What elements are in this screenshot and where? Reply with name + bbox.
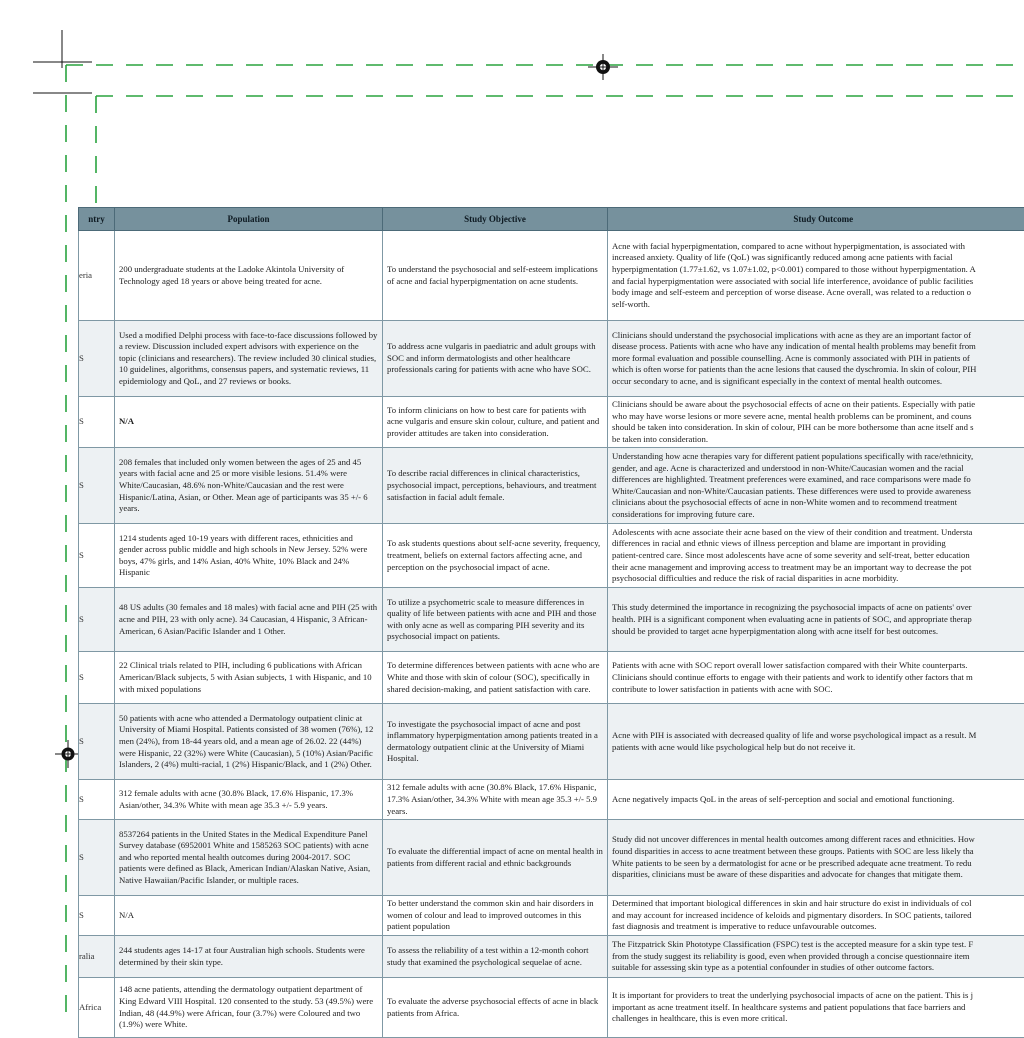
outcome-line: differences are highlighted. Treatment preferences were examined, and race comparisons were made fo: [612, 474, 1024, 486]
cell-country: [79, 704, 115, 780]
cell-country: [79, 780, 115, 820]
outcome-line: Patients with acne with SOC report overall lower satisfaction compared with their White counterparts.: [612, 660, 1024, 672]
cell-country: [79, 978, 115, 1038]
cell-outcome: [608, 978, 1024, 1038]
outcome-line: fast diagnosis and treatment is imperative to reduce unfavourable outcomes.: [612, 921, 1024, 933]
country-label: S: [79, 852, 115, 864]
country-label: S: [79, 416, 115, 428]
cell-objective: To evaluate the adverse psychosocial effects of acne in black patients from Africa.: [383, 978, 608, 1038]
outcome-line: clinicians about the psychosocial effects of acne in non-White women and to recommend treatment: [612, 497, 1024, 509]
table-row: [79, 652, 1024, 704]
outcome-line: gender, and age. Acne is characterized and understood in non-White/Caucasian women and the racial: [612, 463, 1024, 475]
outcome-line: considerations for improving future care.: [612, 509, 1024, 521]
header-population: Population: [115, 208, 383, 231]
cell-outcome: [608, 524, 1024, 588]
cell-objective: To describe racial differences in clinical characteristics, psychosocial impact, perceptions, behaviours, and treatment satisfaction in facial adult female.: [383, 448, 608, 524]
outcome-line: body image and self-esteem and perception of worse disease. Acne overall, was related to a reduction o: [612, 287, 1024, 299]
cell-population: 48 US adults (30 females and 18 males) with facial acne and PIH (25 with acne and PIH, 23 with only acne). 34 Caucasian, 4 Hispanic, 3 African-American, 6 Asian/Pacific Islander and 1 Other.: [115, 588, 383, 652]
outcome-line: The Fitzpatrick Skin Phototype Classification (FSPC) test is the accepted measure for a skin type test. F: [612, 939, 1024, 951]
country-label: S: [79, 550, 115, 562]
cell-objective: To utilize a psychometric scale to measure differences in quality of life between patients with acne and PIH and those with only acne as well as comparing PIH severity and its psychosocial impact on patients.: [383, 588, 608, 652]
table-row: [79, 524, 1024, 588]
cell-outcome: [608, 231, 1024, 321]
outcome-line: found disparities in access to acne treatment between these groups. Patients with SOC are less likely tha: [612, 846, 1024, 858]
registration-mark-top: [588, 54, 618, 80]
outcome-line: patient-centred care. Since most adolescents have acne of some severity and self-treat, better education: [612, 550, 1024, 562]
cell-population: 312 female adults with acne (30.8% Black, 17.6% Hispanic, 17.3% Asian/other, 34.3% White with mean age 35.3 +/- 5.9 years.: [115, 780, 383, 820]
header-outcome: Study Outcome: [608, 208, 1024, 231]
cell-outcome: [608, 652, 1024, 704]
outcome-line: This study determined the importance in recognizing the psychosocial impacts of acne on patients' over: [612, 602, 1024, 614]
cell-objective: To evaluate the differential impact of acne on mental health in patients from different racial and ethnic backgrounds: [383, 820, 608, 896]
country-label: S: [79, 672, 115, 684]
cell-outcome: [608, 321, 1024, 397]
cell-outcome: [608, 896, 1024, 936]
table-row: [79, 397, 1024, 448]
outcome-line: occur secondary to acne, and is significant especially in the context of mental health outcomes.: [612, 376, 1024, 388]
outcome-line: suitable for assessing skin type as a potential confounder in studies of other outcome factors.: [612, 962, 1024, 974]
cell-population: 244 students ages 14-17 at four Australian high schools. Students were determined by their skin type.: [115, 936, 383, 978]
table-row: [79, 896, 1024, 936]
cell-population: 50 patients with acne who attended a Dermatology outpatient clinic at University of Miami Hospital. Patients consisted of 38 women (76%), 12 men (24%), from 18-44 years old, and a mean age of 26.02. 22 (44%) were Hispanic, 22 (32%) were White (Caucasian), 5 (10%) Asian/Pacific Islanders, 2 (4%) multi-racial, 1 (2%) Hispanic/Black, and 1 (2%) Other.: [115, 704, 383, 780]
outcome-line: It is important for providers to treat the underlying psychosocial impacts of acne on the patient. This is j: [612, 990, 1024, 1002]
table-header-row: [79, 208, 1024, 231]
cell-country: [79, 588, 115, 652]
outcome-line: and may account for increased incidence of keloids and pigmentary disorders. In SOC patients, tailored: [612, 910, 1024, 922]
table-row: [79, 704, 1024, 780]
cell-outcome: [608, 936, 1024, 978]
cell-outcome: [608, 588, 1024, 652]
cell-population: N/A: [115, 896, 383, 936]
cell-country: [79, 652, 115, 704]
cell-outcome: [608, 820, 1024, 896]
table-row: [79, 321, 1024, 397]
outcome-line: hyperpigmentation (1.77±1.62, vs 1.07±1.02, p<0.001) compared to those without hyperpigmentation. A: [612, 264, 1024, 276]
country-label: S: [79, 353, 115, 365]
country-label: S: [79, 480, 115, 492]
cell-country: [79, 524, 115, 588]
table-body: [79, 231, 1024, 1038]
outcome-line: differences in racial and ethnic views of illness perception and blame are important in providing: [612, 538, 1024, 550]
outcome-line: who may have worse lesions or more severe acne, mental health problems can be prominent, and couns: [612, 411, 1024, 423]
country-label: Africa: [79, 1002, 115, 1014]
cell-outcome: [608, 704, 1024, 780]
country-label: S: [79, 794, 115, 806]
outcome-line: Clinicians should be aware about the psychosocial effects of acne on their patients. Especially with patie: [612, 399, 1024, 411]
outcome-line: Understanding how acne therapies vary for different patient populations specifically with race/ethnicity,: [612, 451, 1024, 463]
outcome-line: be taken into consideration.: [612, 434, 1024, 446]
outcome-line: should be taken into consideration. In skin of colour, PIH can be more bothersome than acne itself and s: [612, 422, 1024, 434]
table-row: [79, 820, 1024, 896]
outcome-line: and facial hyperpigmentation were associated with social life interference, avoidance of public facilities: [612, 276, 1024, 288]
cell-population: 22 Clinical trials related to PIH, including 6 publications with African American/Black subjects, 5 with Asian subjects, 1 with Hispanic, and 10 with mixed populations: [115, 652, 383, 704]
cell-objective: To address acne vulgaris in paediatric and adult groups with SOC and inform dermatologists and other healthcare professionals caring for patients with acne who have SOC.: [383, 321, 608, 397]
cell-country: [79, 896, 115, 936]
table-row: [79, 936, 1024, 978]
outcome-line: Acne with facial hyperpigmentation, compared to acne without hyperpigmentation, is associated with: [612, 241, 1024, 253]
outcome-line: their acne management and improving access to treatment may be an important way to decrease the pot: [612, 562, 1024, 574]
outcome-line: disparities, clinicians must be aware of these disparities and advocate for changes that mitigate them.: [612, 869, 1024, 881]
outcome-line: White/Caucasian and non-White/Caucasian patients. These differences were used to provide awareness: [612, 486, 1024, 498]
cell-population: 208 females that included only women between the ages of 25 and 45 years with facial acne and 25 or more visible lesions. 51.4% were White/Caucasian, 48.6% non-White/Caucasian and the rest were Hispanic/Latina, Asian, or Other. Mean age of participants was 35 +/- 6 years.: [115, 448, 383, 524]
cell-country: [79, 448, 115, 524]
cell-objective: To inform clinicians on how to best care for patients with acne vulgaris and ensure skin colour, culture, and patient and provider attitudes are taken into consideration.: [383, 397, 608, 448]
study-table: [78, 207, 1024, 1038]
cell-objective: To understand the psychosocial and self-esteem implications of acne and facial hyperpigmentation on acne students.: [383, 231, 608, 321]
cell-outcome: [608, 397, 1024, 448]
outcome-line: more formal evaluation and possible counselling. Acne is commonly associated with PIH in patients of: [612, 353, 1024, 365]
cell-objective: To investigate the psychosocial impact of acne and post inflammatory hyperpigmentation among patients treated in a dermatology outpatient clinic at the University of Miami Hospital.: [383, 704, 608, 780]
table-row: [79, 978, 1024, 1038]
outcome-line: psychosocial difficulties and reduce the risk of racial disparities in acne morbidity.: [612, 573, 1024, 585]
cell-population: 148 acne patients, attending the dermatology outpatient department of King Edward VIII Hospital. 120 consented to the study. 53 (49.5%) were Indian, 48 (44.9%) were African, four (3.7%) were Coloured and two (1.9%) were White.: [115, 978, 383, 1038]
country-label: eria: [79, 270, 115, 282]
cell-population: N/A: [115, 397, 383, 448]
cell-population: 1214 students aged 10-19 years with different races, ethnicities and gender across public middle and high schools in New Jersey. 52% were boys, 47% girls, and 14% Asian, 40% White, 10% Black and 24% Hispanic: [115, 524, 383, 588]
outcome-line: self-worth.: [612, 299, 1024, 311]
outcome-line: Acne with PIH is associated with decreased quality of life and worse psychological impact as a result. M: [612, 730, 1024, 742]
outcome-line: health. PIH is a significant component when evaluating acne in patients of SOC, and appropriate therap: [612, 614, 1024, 626]
cell-country: [79, 231, 115, 321]
cell-outcome: [608, 780, 1024, 820]
outcome-line: from the study suggest its reliability is good, even when provided through a concise questionnaire item: [612, 951, 1024, 963]
outcome-line: increased anxiety. Quality of life (QoL) was significantly reduced among acne patients with facial: [612, 252, 1024, 264]
cell-objective: To better understand the common skin and hair disorders in women of colour and lead to improved outcomes in this patient population: [383, 896, 608, 936]
table-row: [79, 448, 1024, 524]
country-label: ralia: [79, 951, 115, 963]
study-table-container: [78, 207, 1024, 1038]
header-objective: Study Objective: [383, 208, 608, 231]
outcome-line: should be provided to target acne hyperpigmentation along with acne itself for best outcomes.: [612, 626, 1024, 638]
outcome-line: which is often worse for patients than the acne lesions that caused the dyschromia. In skin of colour, PIH: [612, 364, 1024, 376]
outcome-line: Adolescents with acne associate their acne based on the view of their condition and treatment. Understa: [612, 527, 1024, 539]
outcome-line: Study did not uncover differences in mental health outcomes among different races and ethnicities. How: [612, 834, 1024, 846]
cell-objective: To ask students questions about self-acne severity, frequency, treatment, beliefs on external factors affecting acne, and perception on the psychosocial impact of acne.: [383, 524, 608, 588]
cell-outcome: [608, 448, 1024, 524]
outcome-line: challenges in healthcare, this is even more critical.: [612, 1013, 1024, 1025]
outcome-line: Acne negatively impacts QoL in the areas of self-perception and social and emotional functioning.: [612, 794, 1024, 806]
outcome-line: contribute to lower satisfaction in patients with acne with SOC.: [612, 684, 1024, 696]
outcome-line: disease process. Patients with acne who have any indication of mental health problems may benefit from: [612, 341, 1024, 353]
cell-country: [79, 321, 115, 397]
cell-population: Used a modified Delphi process with face-to-face discussions followed by a review. Discussion included expert advisors with experience on the topic (clinicians and researchers). The review included 30 clinical studies, 10 guidelines, algorithms, consensus papers, and systematic reviews, 11 epidemiology and QoL, and 27 reviews or books.: [115, 321, 383, 397]
outcome-line: Clinicians should understand the psychosocial implications with acne as they are an important factor of: [612, 330, 1024, 342]
outcome-line: Clinicians should continue efforts to engage with their patients and work to identify other factors that m: [612, 672, 1024, 684]
table-row: [79, 231, 1024, 321]
table-row: [79, 780, 1024, 820]
cell-country: [79, 397, 115, 448]
cell-objective: To determine differences between patients with acne who are White and those with skin of colour (SOC), specifically in shared decision-making, and patient satisfaction with care.: [383, 652, 608, 704]
cell-objective: To assess the reliability of a test within a 12-month cohort study that examined the psychological sequelae of acne.: [383, 936, 608, 978]
header-country: ntry: [79, 208, 115, 231]
table-row: [79, 588, 1024, 652]
country-label: S: [79, 736, 115, 748]
outcome-line: important as acne treatment itself. In healthcare systems and patient populations that face barriers and: [612, 1002, 1024, 1014]
cell-country: [79, 936, 115, 978]
country-label: S: [79, 614, 115, 626]
cell-country: [79, 820, 115, 896]
outcome-line: patients with acne would like psychological help but do not receive it.: [612, 742, 1024, 754]
outcome-line: Determined that important biological differences in skin and hair structure do exist in individuals of col: [612, 898, 1024, 910]
cell-population: 8537264 patients in the United States in the Medical Expenditure Panel Survey database (6952001 White and 1585263 SOC patients) with acne and who reported mental health outcomes during 2004-2017. SOC patients were defined as Black, American Indian/Alaskan Native, Asian, Native Hawaiian/Pacific Islander, or multiple races.: [115, 820, 383, 896]
cell-population: 200 undergraduate students at the Ladoke Akintola University of Technology aged 18 years or above being treated for acne.: [115, 231, 383, 321]
country-label: S: [79, 910, 115, 922]
outcome-line: White patients to be seen by a dermatologist for acne or be prescribed adequate acne treatment. To redu: [612, 858, 1024, 870]
cell-objective: 312 female adults with acne (30.8% Black, 17.6% Hispanic, 17.3% Asian/other, 34.3% White with mean age 35.3 +/- 5.9 years.: [383, 780, 608, 820]
